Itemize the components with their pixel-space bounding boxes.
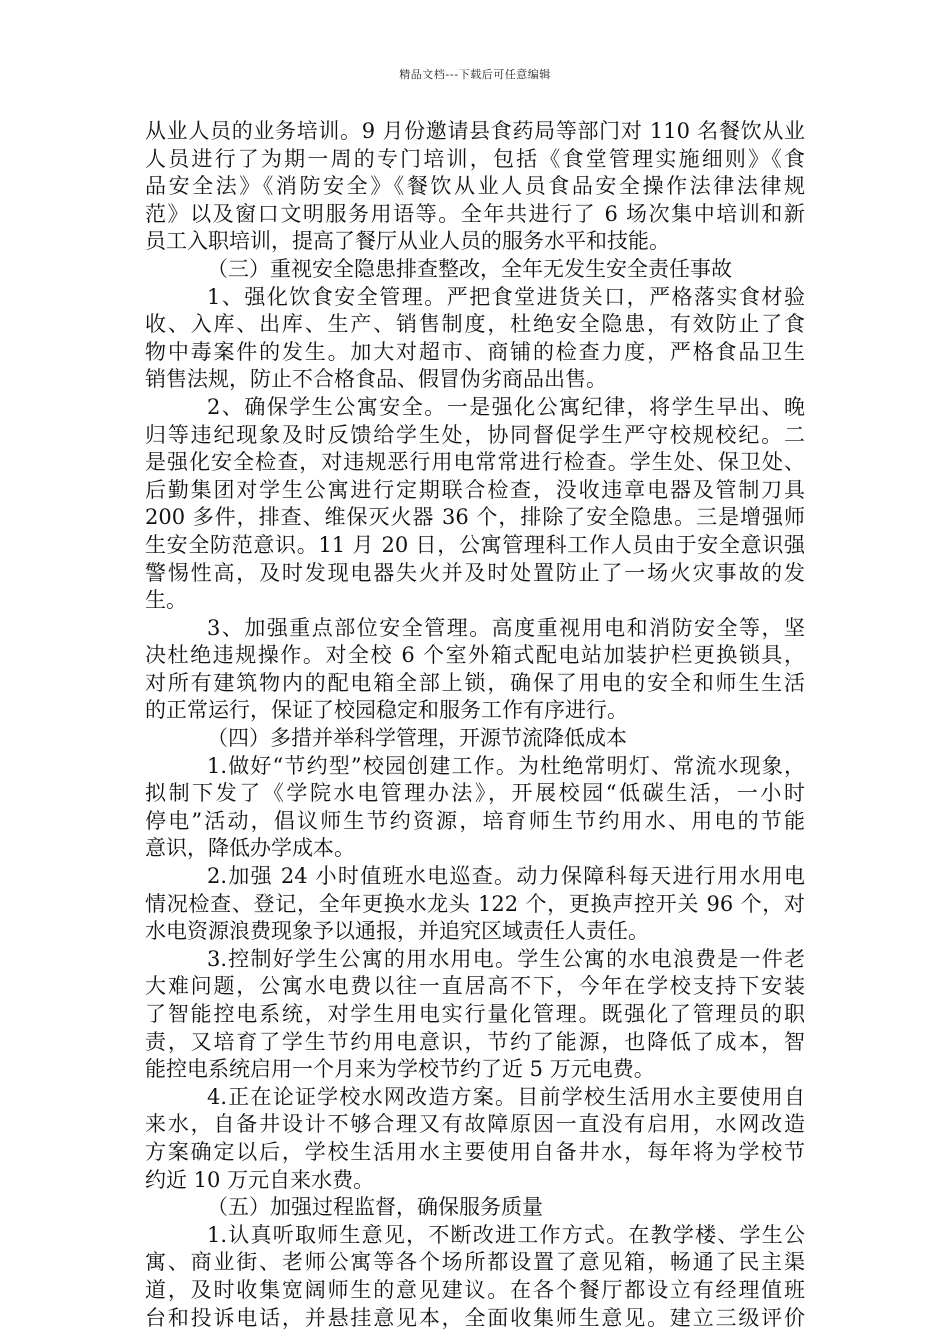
text-line: 台和投诉电话，并悬挂意见本，全面收集师生意见。建立三级评价 xyxy=(145,1305,805,1330)
text-line: 员工入职培训，提高了餐厅从业人员的服务水平和技能。 xyxy=(145,229,670,254)
text-line: 2、确保学生公寓安全。一是强化公寓纪律，将学生早出、晚 xyxy=(207,394,805,419)
text-line: 物中毒案件的发生。加大对超市、商铺的检查力度，严格食品卫生 xyxy=(145,339,805,364)
text-line: 方案确定以后，学校生活用水主要使用自备井水，每年将为学校节 xyxy=(145,1139,805,1164)
text-line: 人员进行了为期一周的专门培训，包括《食堂管理实施细则》《食 xyxy=(145,146,805,171)
text-line: 道，及时收集宽阔师生的意见建议。在各个餐厅都设立有经理值班 xyxy=(145,1277,805,1302)
text-line: 约近 10 万元自来水费。 xyxy=(145,1167,375,1192)
text-line: 1.认真听取师生意见，不断改进工作方式。在教学楼、学生公 xyxy=(207,1222,805,1247)
text-line: 生安全防范意识。11 月 20 日，公寓管理科工作人员由于安全意识强 xyxy=(145,532,805,557)
text-line: 大难问题，公寓水电费以往一直居高不下，今年在学校支持下安装 xyxy=(145,974,805,999)
text-line: 水电资源浪费现象予以通报，并追究区域责任人责任。 xyxy=(145,919,649,944)
text-line: 从业人员的业务培训。9 月份邀请县食药局等部门对 110 名餐饮从业 xyxy=(145,119,805,143)
text-line: 3、加强重点部位安全管理。高度重视用电和消防安全等，坚 xyxy=(207,615,805,640)
document-body xyxy=(145,118,805,1332)
text-line: 3.控制好学生公寓的用水用电。学生公寓的水电浪费是一件老 xyxy=(207,946,805,971)
text-line: 警惕性高，及时发现电器失火并及时处置防止了一场火灾事故的发 xyxy=(145,560,805,585)
text-line: 是强化安全检查，对违规恶行用电常常进行检查。学生处、保卫处、 xyxy=(145,450,805,475)
text-line: 2.加强 24 小时值班水电巡查。动力保障科每天进行用水用电 xyxy=(207,864,805,889)
text-line: 4.正在论证学校水网改造方案。目前学校生活用水主要使用自 xyxy=(207,1084,805,1109)
text-line: 后勤集团对学生公寓进行定期联合检查，没收违章电器及管制刀具 xyxy=(145,477,805,502)
text-line: 范》以及窗口文明服务用语等。全年共进行了 6 场次集中培训和新 xyxy=(145,201,805,226)
text-line: 停电”活动，倡议师生节约资源，培育师生节约用水、用电的节能 xyxy=(145,808,805,833)
text-line: 归等违纪现象及时反馈给学生处，协同督促学生严守校规校纪。二 xyxy=(145,422,805,447)
text-line: 责，又培育了学生节约用电意识，节约了能源，也降低了成本，智 xyxy=(145,1029,805,1054)
text-line: 生。 xyxy=(145,588,187,613)
text-line: 决杜绝违规操作。对全校 6 个室外箱式配电站加装护栏更换锁具， xyxy=(145,643,805,668)
text-line: 寓、商业街、老师公寓等各个场所都设置了意见箱，畅通了民主渠 xyxy=(145,1250,805,1275)
text-line: 200 多件，排查、维保灭火器 36 个，排除了安全隐患。三是增强师 xyxy=(145,505,805,530)
text-line: 来水，自备井设计不够合理又有故障原因一直没有启用，水网改造 xyxy=(145,1112,805,1137)
text-line: 了智能控电系统，对学生用电实行量化管理。既强化了管理员的职 xyxy=(145,1002,805,1026)
text-line: （三）重视安全隐患排查整改，全年无发生安全责任事故 xyxy=(207,256,732,281)
text-line: 销售法规，防止不合格食品、假冒伪劣商品出售。 xyxy=(145,367,607,392)
text-line: 品安全法》《消防安全》《餐饮从业人员食品安全操作法律法律规 xyxy=(145,174,805,199)
text-line: 收、入库、出库、生产、销售制度，杜绝安全隐患，有效防止了食 xyxy=(145,312,805,337)
text-line: 的正常运行，保证了校园稳定和服务工作有序进行。 xyxy=(145,698,628,723)
text-line: （四）多措并举科学管理，开源节流降低成本 xyxy=(207,726,627,751)
page-header: 精品文档---下载后可任意编辑 xyxy=(399,68,551,81)
text-line: 情况检查、登记，全年更换水龙头 122 个，更换声控开关 96 个，对 xyxy=(145,891,805,916)
text-line: 1.做好“节约型”校园创建工作。为杜绝常明灯、常流水现象， xyxy=(207,753,805,778)
text-line: 1、强化饮食安全管理。严把食堂进货关口，严格落实食材验 xyxy=(207,284,805,309)
text-line: 意识，降低办学成本。 xyxy=(145,836,355,861)
text-line: 对所有建筑物内的配电箱全部上锁，确保了用电的安全和师生生活 xyxy=(145,670,805,695)
text-line: 拟制下发了《学院水电管理办法》，开展校园“低碳生活，一小时 xyxy=(145,781,805,806)
text-line: 能控电系统启用一个月来为学校节约了近 5 万元电费。 xyxy=(145,1057,655,1082)
text-line: （五）加强过程监督，确保服务质量 xyxy=(207,1195,543,1220)
